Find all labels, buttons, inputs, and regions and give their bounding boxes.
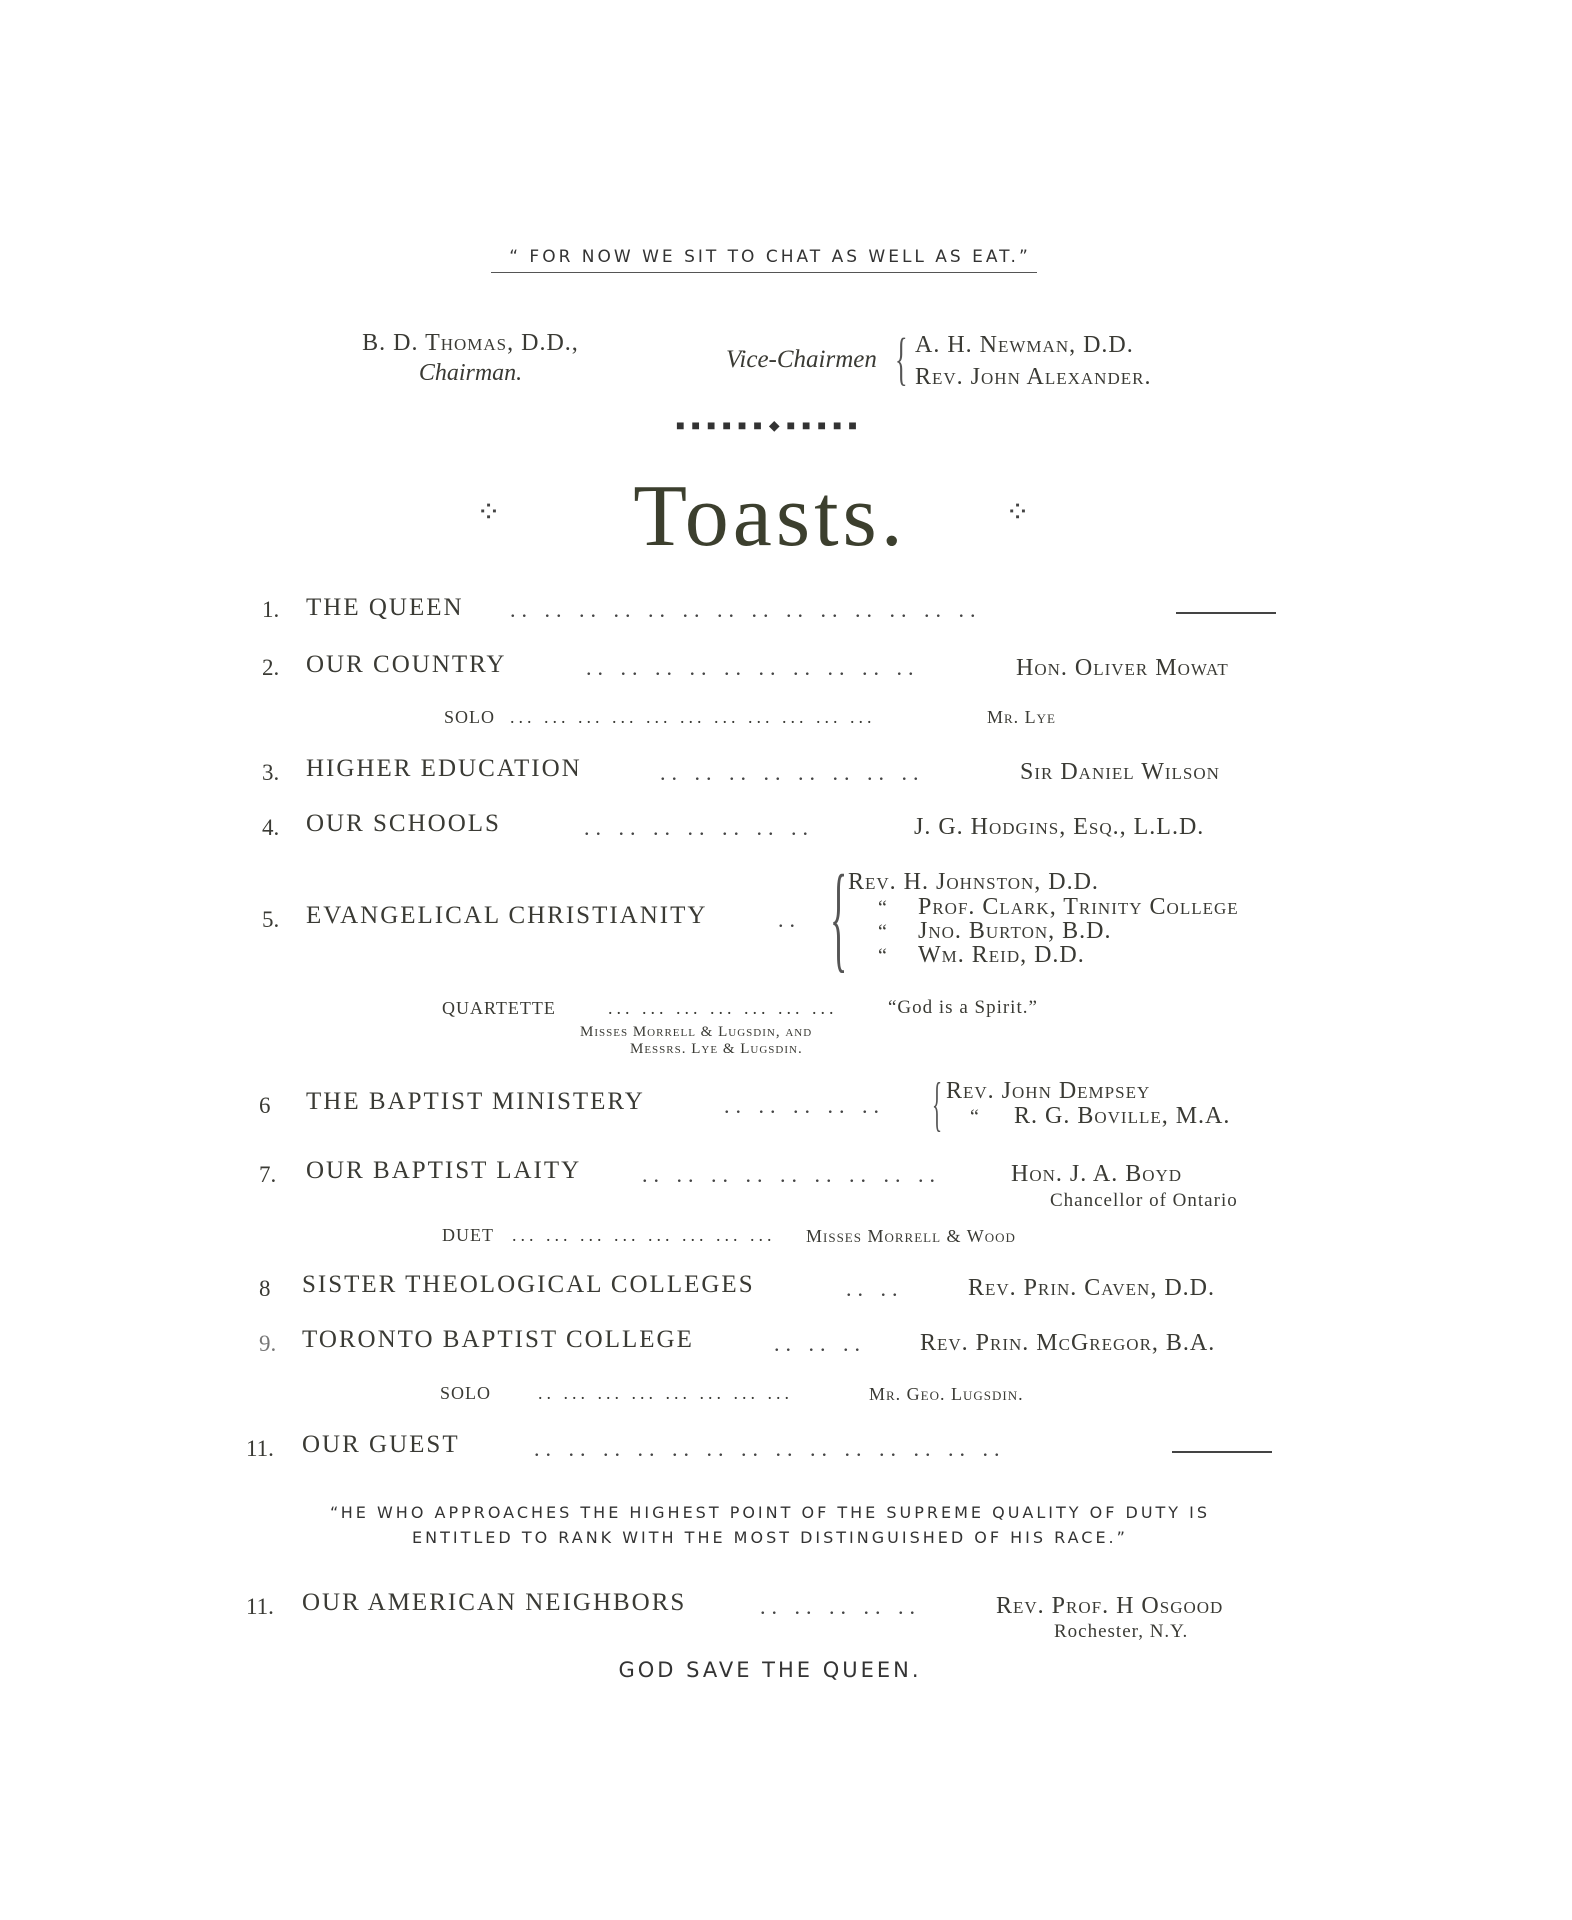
chairman-title: Chairman. — [418, 360, 523, 386]
leader-dots: ... ... ... ... ... ... ... — [608, 998, 838, 1018]
toast-respondent: Sir Daniel Wilson — [1020, 759, 1220, 785]
music-type: DUET — [442, 1225, 494, 1245]
motto-top: “ FOR NOW WE SIT TO CHAT AS WELL AS EAT.” — [509, 247, 1031, 267]
music-performer: Misses Morrell & Wood — [806, 1226, 1016, 1246]
ornament-divider-icon: ■■■■■■◆■■■■■ — [676, 419, 864, 434]
toast-respondent: Rev. H. Johnston, D.D. — [848, 869, 1099, 895]
toast-respondent: J. G. Hodgins, Esq., L.L.D. — [914, 814, 1205, 840]
decorative-dots-left-icon: ⁘ — [476, 496, 502, 529]
blank-response-line — [1172, 1451, 1272, 1453]
leader-dots: ... ... ... ... ... ... ... ... ... ... ... — [510, 707, 876, 727]
toast-number: 11. — [246, 1436, 274, 1461]
leader-dots: .. .. .. .. .. .. .. .. .. .. .. .. .. .. — [510, 597, 982, 622]
closing-line: GOD SAVE THE QUEEN. — [618, 1658, 922, 1682]
toast-name: TORONTO BAPTIST COLLEGE — [302, 1326, 694, 1353]
toast-respondent: Rev. Prin. Caven, D.D. — [968, 1275, 1215, 1301]
toast-respondent: Hon. Oliver Mowat — [1016, 655, 1229, 681]
toast-number: 9. — [259, 1331, 277, 1356]
leader-dots: .. .. .. .. .. .. .. .. .. .. — [586, 655, 920, 680]
leader-dots: .. .. .. .. .. — [760, 1594, 921, 1619]
toast-name: OUR COUNTRY — [306, 651, 507, 678]
music-performer: Messrs. Lye & Lugsdin. — [630, 1041, 803, 1057]
toast-respondent: Jno. Burton, B.D. — [918, 918, 1112, 944]
toast-respondent: Hon. J. A. Boyd — [1011, 1161, 1183, 1187]
toast-respondent: Rev. John Dempsey — [946, 1078, 1151, 1104]
respondents-brace-icon: { — [932, 1071, 943, 1137]
toast-respondent: R. G. Boville, M.A. — [1014, 1103, 1231, 1129]
toast-number: 11. — [246, 1594, 274, 1619]
toast-name: SISTER THEOLOGICAL COLLEGES — [302, 1271, 755, 1298]
toast-number: 8 — [259, 1276, 271, 1301]
music-piece: “God is a Spirit.” — [888, 997, 1038, 1018]
leader-dots: .. — [778, 907, 801, 932]
blank-response-line — [1176, 612, 1276, 614]
toast-name: OUR GUEST — [302, 1431, 460, 1458]
music-performer: Mr. Geo. Lugsdin. — [869, 1384, 1024, 1404]
toast-number: 1. — [262, 597, 280, 622]
toast-number: 5. — [262, 907, 280, 932]
chairman-name: B. D. Thomas, D.D., — [362, 330, 579, 356]
respondents-brace-icon: { — [830, 850, 848, 983]
toast-name: THE BAPTIST MINISTERY — [306, 1088, 645, 1115]
ditto-mark: “ — [970, 1106, 979, 1128]
leader-dots: .. .. — [846, 1276, 904, 1301]
ditto-mark: “ — [878, 921, 887, 943]
toast-name: EVANGELICAL CHRISTIANITY — [306, 902, 708, 929]
page-title: Toasts. — [633, 468, 907, 565]
vice-chairmen-label: Vice-Chairmen — [726, 346, 877, 373]
toast-respondent: Rev. Prof. H Osgood — [996, 1593, 1224, 1619]
leader-dots: .. .. .. .. .. — [724, 1093, 885, 1118]
music-performer: Mr. Lye — [987, 707, 1056, 727]
leader-dots: .. .. .. .. .. .. .. — [584, 815, 814, 840]
vice-chairman-1: A. H. Newman, D.D. — [915, 332, 1134, 358]
toast-number: 2. — [262, 655, 280, 680]
music-type: SOLO — [440, 1383, 492, 1403]
toast-number: 4. — [262, 815, 280, 840]
toast-name: OUR SCHOOLS — [306, 810, 501, 837]
toast-respondent: Wm. Reid, D.D. — [918, 942, 1085, 968]
toast-name: THE QUEEN — [306, 594, 464, 621]
leader-dots: .. .. .. — [774, 1331, 866, 1356]
ditto-mark: “ — [878, 945, 887, 967]
music-performer: Misses Morrell & Lugsdin, and — [580, 1024, 813, 1040]
leader-dots: .. .. .. .. .. .. .. .. .. .. .. .. .. .. — [534, 1436, 1006, 1461]
toast-number: 3. — [262, 760, 280, 785]
vice-chairman-2: Rev. John Alexander. — [915, 364, 1152, 390]
ditto-mark: “ — [878, 897, 887, 919]
toast-name: HIGHER EDUCATION — [306, 755, 582, 782]
music-type: SOLO — [444, 707, 496, 727]
toast-name: OUR BAPTIST LAITY — [306, 1157, 582, 1184]
vice-chairmen-brace-icon: { — [895, 326, 908, 391]
toast-number: 7. — [259, 1162, 277, 1187]
toast-respondent: Prof. Clark, Trinity College — [918, 894, 1239, 920]
toast-number: 6 — [259, 1093, 271, 1118]
decorative-dots-right-icon: ⁘ — [1005, 496, 1031, 529]
toast-name: OUR AMERICAN NEIGHBORS — [302, 1589, 687, 1616]
leader-dots: .. .. .. .. .. .. .. .. — [660, 760, 925, 785]
leader-dots: .. .. .. .. .. .. .. .. .. — [642, 1162, 941, 1187]
quote-line-2: ENTITLED TO RANK WITH THE MOST DISTINGUISHED OF HIS RACE.” — [412, 1528, 1128, 1547]
respondent-note: Rochester, N.Y. — [1054, 1621, 1189, 1642]
leader-dots: .. ... ... ... ... ... ... ... — [538, 1383, 793, 1403]
music-type: QUARTETTE — [442, 998, 556, 1018]
quote-line-1: “HE WHO APPROACHES THE HIGHEST POINT OF THE SUPREME QUALITY OF DUTY IS — [329, 1503, 1211, 1522]
toast-respondent: Rev. Prin. McGregor, B.A. — [920, 1330, 1216, 1356]
motto-underline — [491, 272, 1037, 273]
respondent-note: Chancellor of Ontario — [1050, 1190, 1238, 1211]
leader-dots: ... ... ... ... ... ... ... ... — [512, 1225, 776, 1245]
